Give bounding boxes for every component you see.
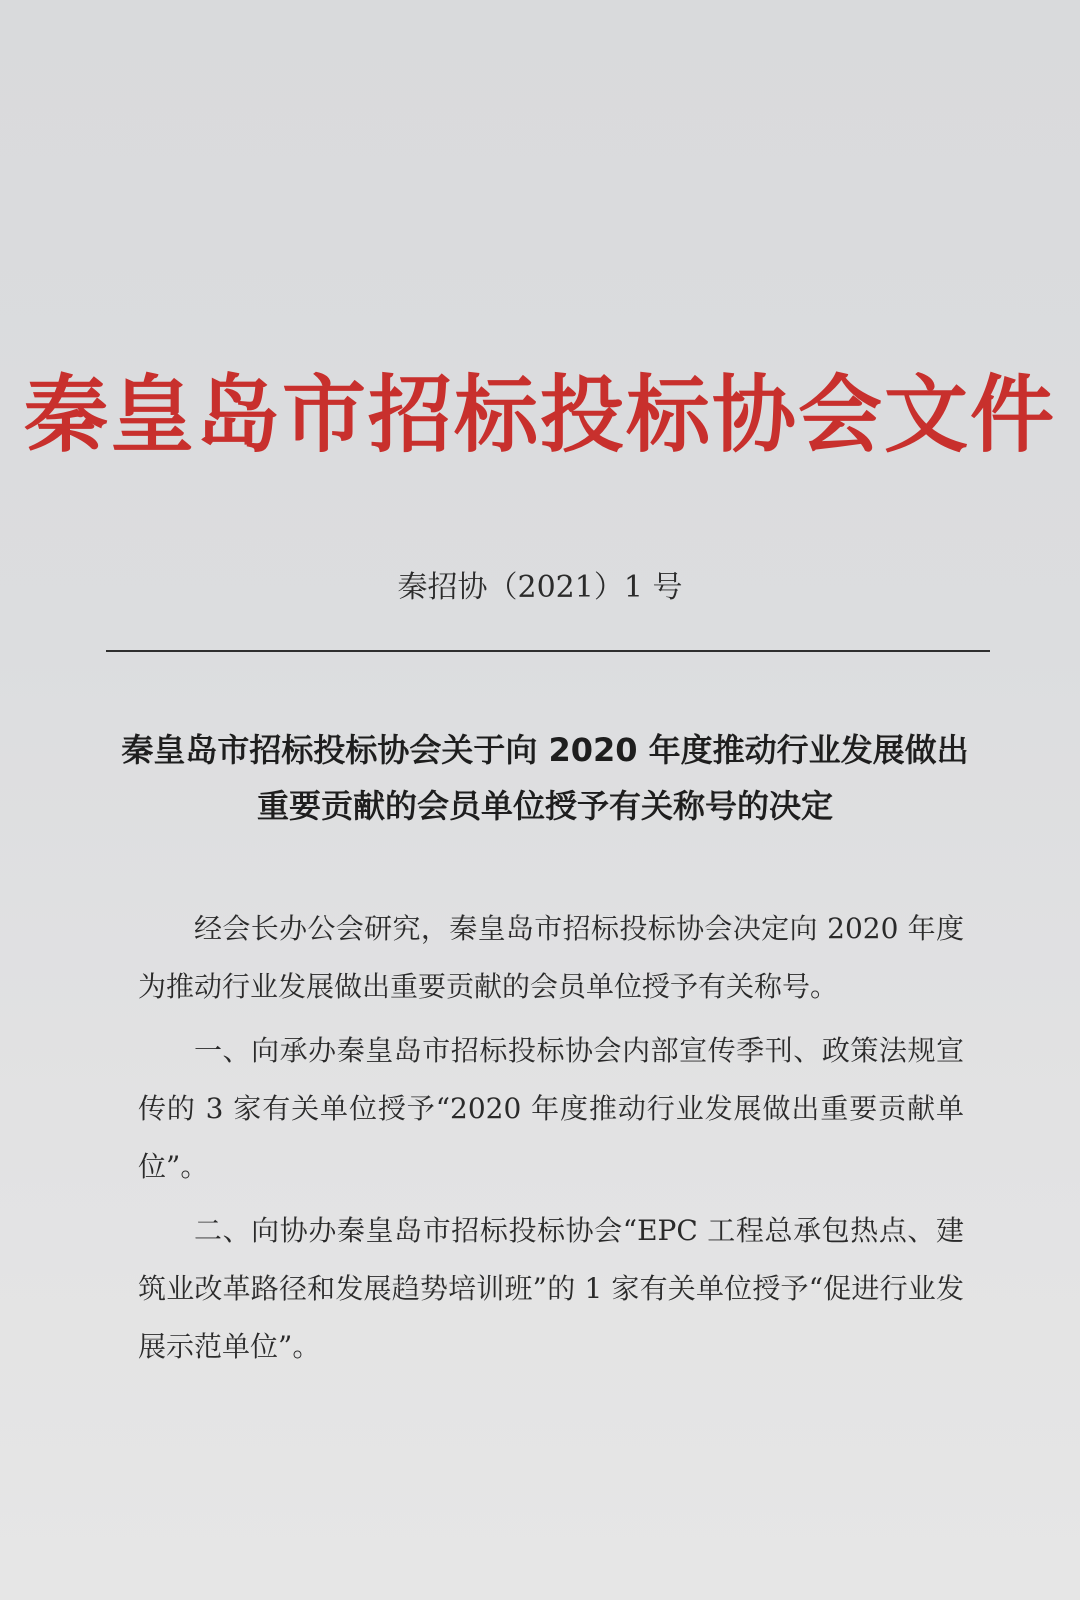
document-title: [120, 722, 970, 834]
document-number: 秦招协（2021）1 号: [397, 570, 683, 605]
document-body: [138, 900, 964, 1382]
document-title-line-2: 重要贡献的会员单位授予有关称号的决定: [256, 787, 833, 825]
body-intro-paragraph: 经会长办公会研究，秦皇岛市招标投标协会决定向 2020 年度为推动行业发展做出重要贡献的会员单位授予有关称号。: [138, 912, 964, 1003]
document-title-line-1: 秦皇岛市招标投标协会关于向 2020 年度推动行业发展做出: [121, 731, 969, 769]
masthead-title: 秦皇岛市招标投标协会文件: [23, 365, 1056, 464]
body-item-1-paragraph: 一、向承办秦皇岛市招标投标协会内部宣传季刊、政策法规宣传的 3 家有关单位授予“2020 年度推动行业发展做出重要贡献单位”。: [138, 1034, 964, 1183]
header-divider: [106, 650, 990, 652]
body-item-2-paragraph: 二、向协办秦皇岛市招标投标协会“EPC 工程总承包热点、建筑业改革路径和发展趋势培训班”的 1 家有关单位授予“促进行业发展示范单位”。: [138, 1214, 964, 1363]
